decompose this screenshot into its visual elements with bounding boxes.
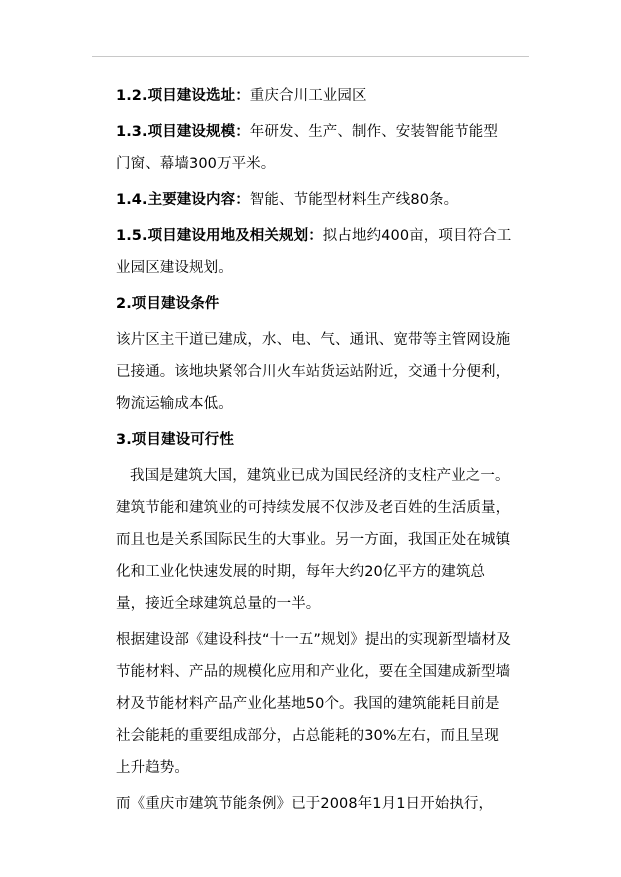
item-1-5-label: 1.5.项目建设用地及相关规划： — [116, 228, 323, 244]
section-3-para-1: 我国是建筑大国，建筑业已成为国民经济的支柱产业之一。建筑节能和建筑业的可持续发展不仅涉及老百姓的生活质量，而且也是关系国际民生的大事业。另一方面，我国正处在城镇化和工业化快速发展的时期，每年大约20亿平方的建筑总量，接近全球建筑总量的一半。 — [116, 468, 511, 612]
section-2-body: 该片区主干道已建成，水、电、气、通讯、宽带等主管网设施已接通。该地块紧邻合川火车站货运站附近，交通十分便利，物流运输成本低。 — [116, 332, 511, 412]
section-2-heading: 2.项目建设条件 — [116, 296, 220, 312]
item-1-5 — [116, 220, 512, 284]
item-1-2-label: 1.2.项目建设选址： — [116, 88, 250, 104]
item-1-3-label: 1.3.项目建设规模： — [116, 124, 250, 140]
item-1-2-text: 重庆合川工业园区 — [249, 88, 367, 104]
document-body — [116, 80, 512, 824]
item-1-5-text: 拟占地约400亩，项目符合工业园区建设规划。 — [116, 228, 512, 276]
item-1-2 — [116, 80, 512, 112]
item-1-4 — [116, 184, 512, 216]
item-1-4-label: 1.4.主要建设内容： — [116, 192, 250, 208]
item-1-3 — [116, 116, 512, 180]
item-1-4-text: 智能、节能型材料生产线80条。 — [249, 192, 459, 208]
item-1-3-text: 年研发、生产、制作、安装智能节能型门窗、幕墙300万平米。 — [116, 124, 498, 172]
section-3-heading: 3.项目建设可行性 — [116, 432, 234, 448]
section-3-para-2: 根据建设部《建设科技“十一五”规划》提出的实现新型墙材及节能材料、产品的规模化应用和产业化，要在全国建成新型墙材及节能材料产品产业化基地50个。我国的建筑能耗目前是社会能耗的重要组成部分，占总能耗的30%左右，而且呈现上升趋势。 — [116, 632, 511, 776]
section-3-para-3: 而《重庆市建筑节能条例》已于2008年1月1日开始执行， — [116, 796, 494, 812]
header-rule — [92, 56, 529, 57]
